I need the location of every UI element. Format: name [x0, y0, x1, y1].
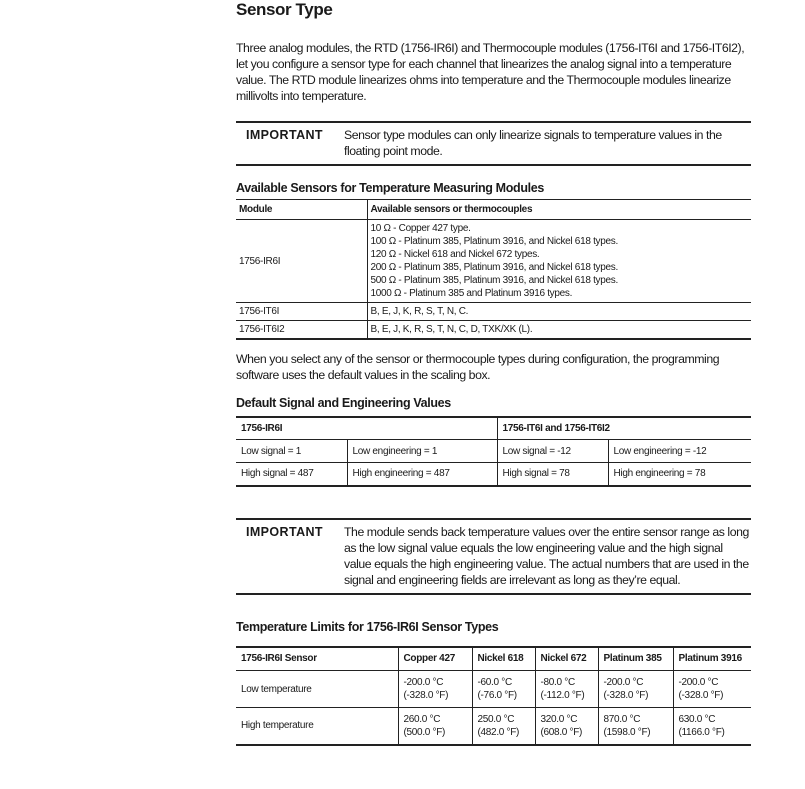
table-row	[236, 440, 751, 463]
table-row	[236, 463, 751, 486]
table-cell	[472, 671, 535, 708]
limits-table	[236, 646, 751, 746]
module-cell: 1756-IT6I2	[236, 321, 367, 339]
fahrenheit-value: (482.0 °F)	[477, 726, 520, 738]
column-header-platinum-3916: Platinum 3916	[673, 647, 751, 671]
sensor-line: 1000 Ω - Platinum 385 and Platinum 3916 types.	[370, 288, 573, 299]
table-header-row	[236, 200, 751, 220]
table-cell: Low engineering = -12	[608, 440, 751, 463]
sensors-table	[236, 199, 751, 340]
column-header-nickel-618: Nickel 618	[472, 647, 535, 671]
table-cell: High engineering = 487	[347, 463, 497, 486]
sensor-line: 500 Ω - Platinum 385, Platinum 3916, and Nickel 618 types.	[370, 275, 618, 286]
table-cell	[673, 671, 751, 708]
fahrenheit-value: (-76.0 °F)	[477, 690, 517, 701]
table-header-row	[236, 647, 751, 671]
column-header-module: Module	[236, 200, 367, 220]
table-cell	[398, 708, 472, 745]
celsius-value: 250.0 °C	[477, 713, 515, 725]
document-page	[236, 0, 751, 746]
important-text: Sensor type modules can only linearize signals to temperature values in the floating point mode.	[344, 128, 722, 158]
table-cell: Low signal = 1	[236, 440, 347, 463]
celsius-value: -200.0 °C	[603, 677, 644, 688]
limits-table-title: Temperature Limits for 1756-IR6I Sensor Types	[236, 619, 499, 634]
module-cell: 1756-IT6I	[236, 303, 367, 321]
important-note-1	[236, 121, 751, 166]
table-cell	[535, 708, 598, 745]
defaults-table	[236, 416, 751, 487]
scaling-paragraph: When you select any of the sensor or thermocouple types during configuration, the programming software uses the default values in the scaling box.	[236, 351, 720, 382]
table-cell: High engineering = 78	[608, 463, 751, 486]
celsius-value: -60.0 °C	[477, 677, 512, 688]
sensor-line: 120 Ω - Nickel 618 and Nickel 672 types.	[370, 249, 540, 260]
sensor-line: 200 Ω - Platinum 385, Platinum 3916, and Nickel 618 types.	[370, 262, 618, 273]
column-header-copper-427: Copper 427	[398, 647, 472, 671]
celsius-value: 630.0 °C	[678, 713, 716, 725]
table-cell: High signal = 78	[497, 463, 608, 486]
sensors-table-title: Available Sensors for Temperature Measuring Modules	[236, 181, 544, 195]
sensors-cell: B, E, J, K, R, S, T, N, C, D, TXK/XK (L).	[367, 321, 751, 339]
table-cell	[673, 708, 751, 745]
fahrenheit-value: (500.0 °F)	[403, 726, 446, 738]
row-label: High temperature	[236, 708, 398, 745]
sensors-cell	[367, 220, 751, 303]
celsius-value: 870.0 °C	[603, 713, 641, 725]
table-cell	[472, 708, 535, 745]
celsius-value: -200.0 °C	[403, 677, 444, 688]
table-cell	[398, 671, 472, 708]
module-cell: 1756-IR6I	[236, 220, 367, 303]
row-label: Low temperature	[236, 671, 398, 708]
table-cell: Low signal = -12	[497, 440, 608, 463]
celsius-value: 320.0 °C	[540, 713, 578, 725]
table-row	[236, 303, 751, 321]
sensor-line: 100 Ω - Platinum 385, Platinum 3916, and Nickel 618 types.	[370, 236, 618, 247]
table-header-row	[236, 417, 751, 440]
fahrenheit-value: (-328.0 °F)	[678, 690, 724, 701]
important-note-2	[236, 518, 751, 595]
table-row	[236, 671, 751, 708]
celsius-value: -200.0 °C	[678, 677, 719, 688]
fahrenheit-value: (1166.0 °F)	[678, 726, 725, 738]
column-header-nickel-672: Nickel 672	[535, 647, 598, 671]
column-header-it6i: 1756-IT6I and 1756-IT6I2	[497, 417, 751, 440]
celsius-value: 260.0 °C	[403, 713, 441, 725]
column-header-sensor: 1756-IR6I Sensor	[236, 647, 398, 671]
table-row	[236, 220, 751, 303]
important-label: IMPORTANT	[246, 524, 323, 539]
table-cell: High signal = 487	[236, 463, 347, 486]
celsius-value: -80.0 °C	[540, 677, 575, 688]
fahrenheit-value: (-328.0 °F)	[603, 690, 649, 701]
column-header-sensors: Available sensors or thermocouples	[367, 200, 751, 220]
column-header-platinum-385: Platinum 385	[598, 647, 673, 671]
table-cell	[535, 671, 598, 708]
table-cell	[598, 671, 673, 708]
important-label: IMPORTANT	[246, 128, 323, 142]
fahrenheit-value: (608.0 °F)	[540, 726, 583, 738]
sensors-cell: B, E, J, K, R, S, T, N, C.	[367, 303, 751, 321]
table-row	[236, 321, 751, 339]
intro-paragraph: Three analog modules, the RTD (1756-IR6I) and Thermocouple modules (1756-IT6I and 1756-IT6I2), let you configure a sensor type for each channel that linearizes the analog signal into a temperature value. The RTD module linearizes ohms into temperature and the Thermocouple modules linearize millivolts into temperature.	[236, 41, 745, 103]
fahrenheit-value: (1598.0 °F)	[603, 726, 651, 738]
table-cell: Low engineering = 1	[347, 440, 497, 463]
section-title: Sensor Type	[236, 0, 333, 19]
column-header-ir6i: 1756-IR6I	[236, 417, 497, 440]
table-row	[236, 708, 751, 745]
table-cell	[598, 708, 673, 745]
defaults-table-title: Default Signal and Engineering Values	[236, 395, 451, 410]
sensor-line: 10 Ω - Copper 427 type.	[370, 223, 471, 234]
important-text: The module sends back temperature values over the entire sensor range as long as the low signal value equals the low engineering value and the high signal value equals the high engineering value. The actual numbers that are used in the signal and engineering fields are irrelevant as long as they’re equal.	[344, 524, 749, 587]
fahrenheit-value: (-112.0 °F)	[540, 690, 585, 701]
fahrenheit-value: (-328.0 °F)	[403, 690, 449, 701]
